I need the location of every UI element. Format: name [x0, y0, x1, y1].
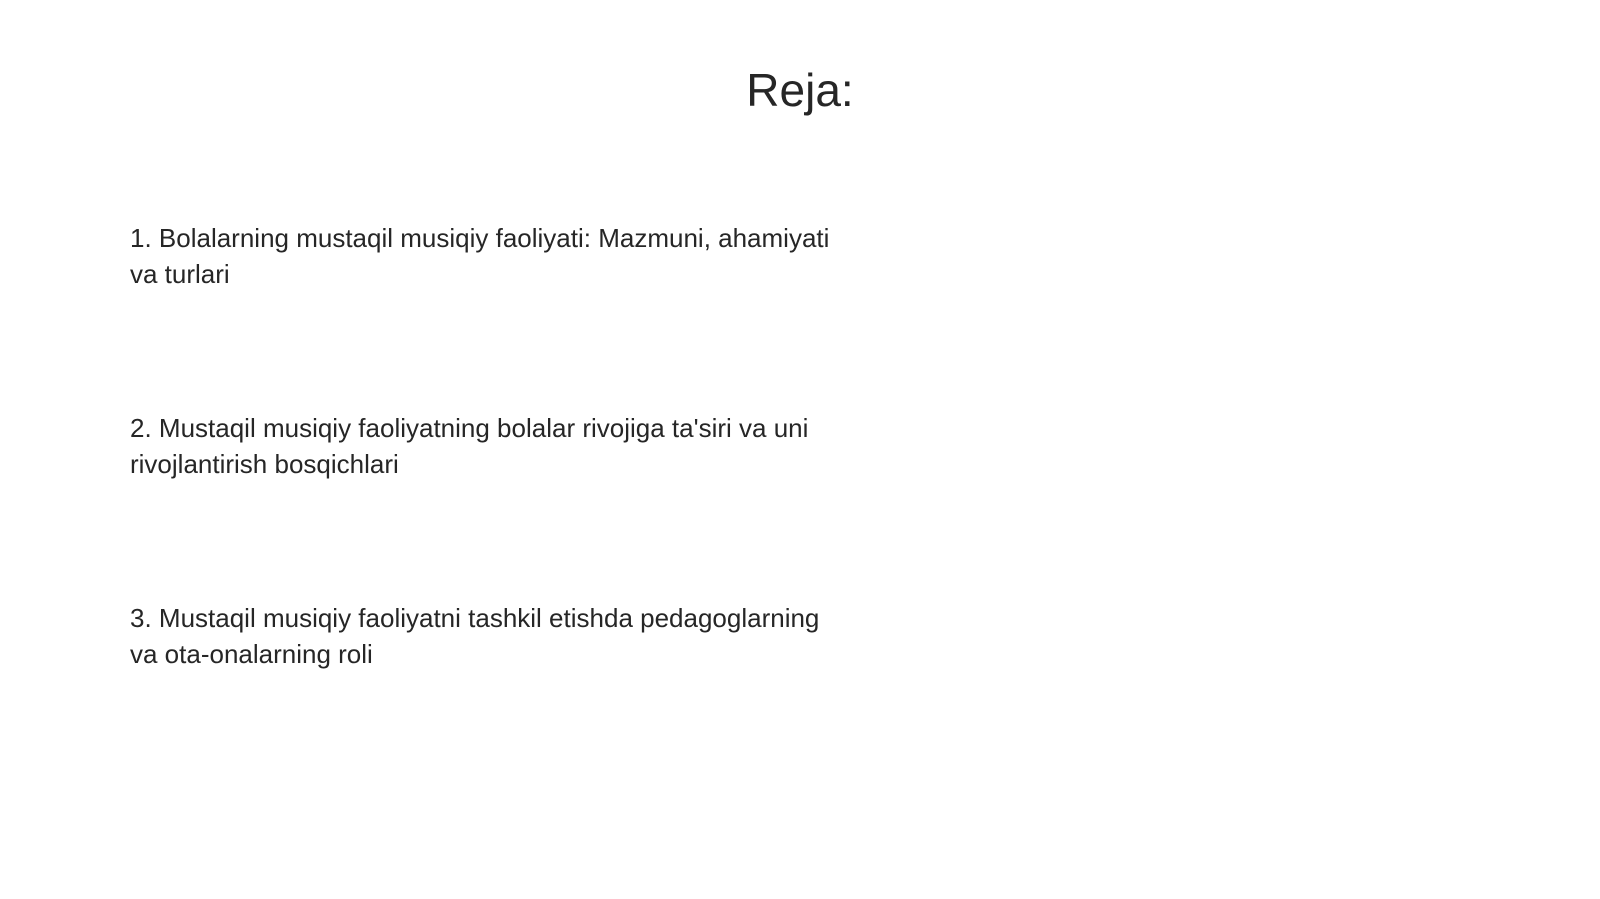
slide-title: Reja: [746, 64, 854, 116]
plan-item-1: 1. Bolalarning mustaqil musiqiy faoliyati: Mazmuni, ahamiyati va turlari [130, 223, 830, 289]
plan-item-2: 2. Mustaqil musiqiy faoliyatning bolalar rivojiga ta'siri va uni rivojlantirish bosqichlari [130, 413, 809, 479]
plan-item-3: 3. Mustaqil musiqiy faoliyatni tashkil etishda pedagoglarning va ota-onalarning roli [130, 603, 820, 669]
